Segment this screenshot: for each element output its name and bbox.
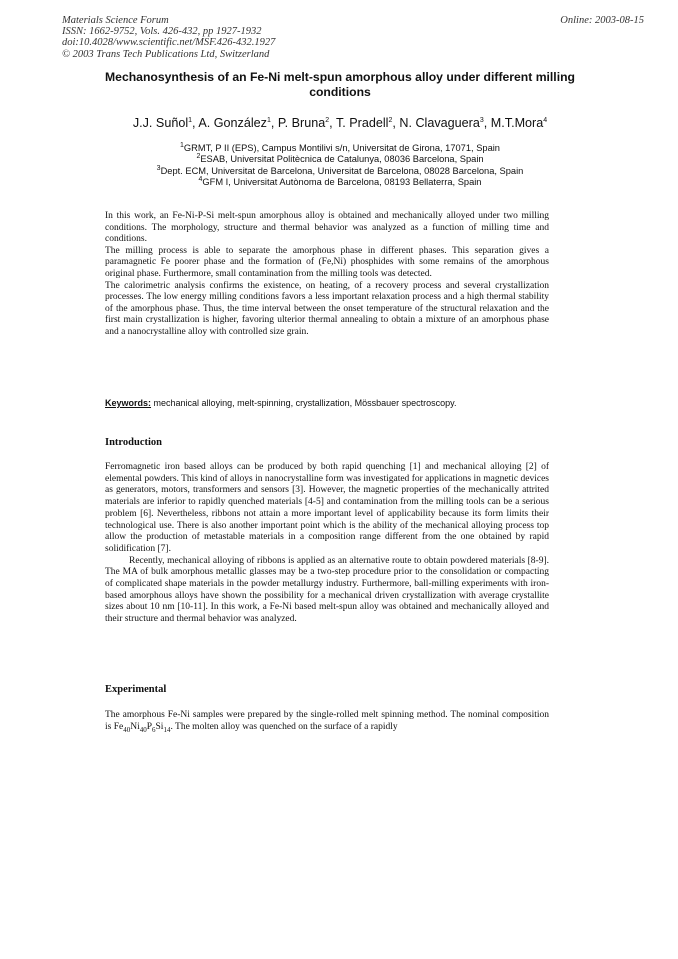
abstract: [105, 211, 549, 339]
affiliation: [100, 143, 580, 154]
experimental-paragraph: [105, 710, 549, 733]
keywords-text: mechanical alloying, melt-spinning, crystallization, Mössbauer spectroscopy.: [153, 398, 457, 408]
affiliation-text: GFM I, Universitat Autònoma de Barcelona, 08193 Bellaterra, Spain: [202, 177, 482, 188]
affiliation-sup: 1: [180, 141, 184, 149]
author: J.J. Suñol: [132, 116, 189, 130]
introduction-body: [105, 462, 549, 626]
author: T. Pradell: [335, 116, 389, 130]
copyright-line: © 2003 Trans Tech Publications Ltd, Switzerland: [62, 48, 270, 60]
doi-line[interactable]: doi:10.4028/www.scientific.net/MSF.426-432.1927: [62, 37, 276, 49]
abstract-paragraph: The calorimetric analysis confirms the existence, on heating, of a recovery process and several crystallization processes. The low energy milling conditions favors a less important relaxation process and a high thermal stability of the amorphous phase. Thus, the time interval between the onset temperature of the structural relaxation and the first main crystallization is higher, favoring ulterior thermal annealing to obtain a mixture of an amorphous phase and a nanocrystalline alloy with controlled size grain.: [105, 280, 549, 337]
affiliation-sup: 4: [198, 176, 203, 184]
author: N. Clavaguera: [399, 116, 480, 130]
author-list: J.J. Suñol$^1$, A. González$^1$, P. Bruna$^2$, T. Pradell$^2$, N. Clavaguera$^3$, M.T.Mora$^4$: [132, 116, 548, 130]
introduction-heading: Introduction: [105, 437, 162, 448]
online-date: Online: 2003-08-15: [560, 15, 644, 26]
subscript: 40: [123, 725, 131, 734]
experimental-body: [105, 710, 549, 733]
affiliation-list: [100, 143, 580, 189]
affiliation: [100, 154, 580, 165]
introduction-paragraph: Recently, mechanical alloying of ribbons is applied as an alternative route to obtain powdered materials [8-9]. The MA of bulk amorphous metallic glasses may be a two-step procedure prior to the consolidation or compacting of complicated shape materials in the powder metallurgy industry. Furthermore, ball-milling experiments with iron-based amorphous alloys have shown the possibility for a mechanical driven crystallization with average crystallite sizes about 10 nm [10-11]. In this work, a Fe-Ni based melt-spun alloy was obtained and mechanically alloyed and their structure and thermal behavior was analyzed.: [105, 555, 549, 625]
journal-name: Materials Science Forum: [62, 15, 169, 26]
affiliation-sup: 3: [156, 164, 161, 172]
affiliation-text: ESAB, Universitat Politècnica de Catalunya, 08036 Barcelona, Spain: [200, 154, 484, 165]
subscript: 14: [163, 725, 171, 734]
journal-header: [62, 15, 275, 60]
affiliation-text: GRMT, P II (EPS), Campus Montilivi s/n, Universitat de Girona, 17071, Spain: [183, 143, 500, 153]
abstract-paragraph: The milling process is able to separate the amorphous phase in different phases. This separation gives a paramagnetic Fe poorer phase and the formation of (Fe,Ni) phosphides with some remains of the amorphous original phase. Furthermore, small contamination from the milling tools was detected.: [105, 245, 549, 279]
element-symbol: Ni: [130, 721, 140, 732]
author: M.T.Mora: [490, 116, 544, 130]
subscript: 6: [152, 725, 156, 734]
affiliation-text: Dept. ECM, Universitat de Barcelona, Universitat de Barcelona, 08028 Barcelona, Spain: [160, 165, 524, 176]
abstract-paragraph: In this work, an Fe-Ni-P-Si melt-spun amorphous alloy is obtained and mechanically alloyed under two milling conditions. The morphology, structure and thermal behavior was analyzed as a function of milling time and conditions.: [105, 211, 549, 245]
subscript: 40: [139, 725, 147, 734]
keywords-label: Keywords:: [105, 398, 152, 408]
element-symbol: P: [146, 721, 153, 732]
author-sup: 4: [543, 116, 548, 124]
experimental-heading: Experimental: [105, 684, 167, 695]
element-symbol: Si: [155, 721, 164, 732]
affiliation: [100, 177, 580, 188]
author: P. Bruna: [277, 116, 326, 130]
experimental-text: . The molten alloy was quenched on the surface of a rapidly: [170, 721, 398, 732]
keywords-line: [105, 398, 549, 408]
author-sup: 3: [479, 116, 484, 124]
author-sup: 2: [325, 116, 330, 124]
affiliation: [100, 166, 580, 177]
affiliation-sup: 2: [196, 153, 201, 161]
author-sup: 1: [188, 116, 193, 124]
author: A. González: [198, 116, 267, 130]
paper-title: Mechanosynthesis of an Fe-Ni melt-spun amorphous alloy under different milling conditions: [105, 70, 575, 99]
author-sup: 2: [388, 116, 393, 124]
experimental-text: The amorphous Fe-Ni samples were prepared by the single-rolled melt spinning method. The nominal composition is Fe: [105, 710, 549, 732]
issn-line: ISSN: 1662-9752, Vols. 426-432, pp 1927-1932: [62, 26, 262, 38]
introduction-paragraph: Ferromagnetic iron based alloys can be produced by both rapid quenching [1] and mechanical alloying [2] of elemental powders. This kind of alloys in nanocrystalline form was investigated for applications in magnetic devices as generators, motors, transformers and sensors [3]. However, the magnetic properties of the mechanically attrited materials are inferior to rapidly quenched materials [4-5] and contamination from the milling tools can be a serious problem [6]. Nevertheless, ribbons not attain a more important level of applicability because its form limits their technological use. There is also another important point which is the ability of the mechanical alloying process top allow the production of metastable materials in a composition range different from the one obtained by rapid solidification [7].: [105, 462, 549, 554]
author-sup: 1: [266, 116, 271, 124]
